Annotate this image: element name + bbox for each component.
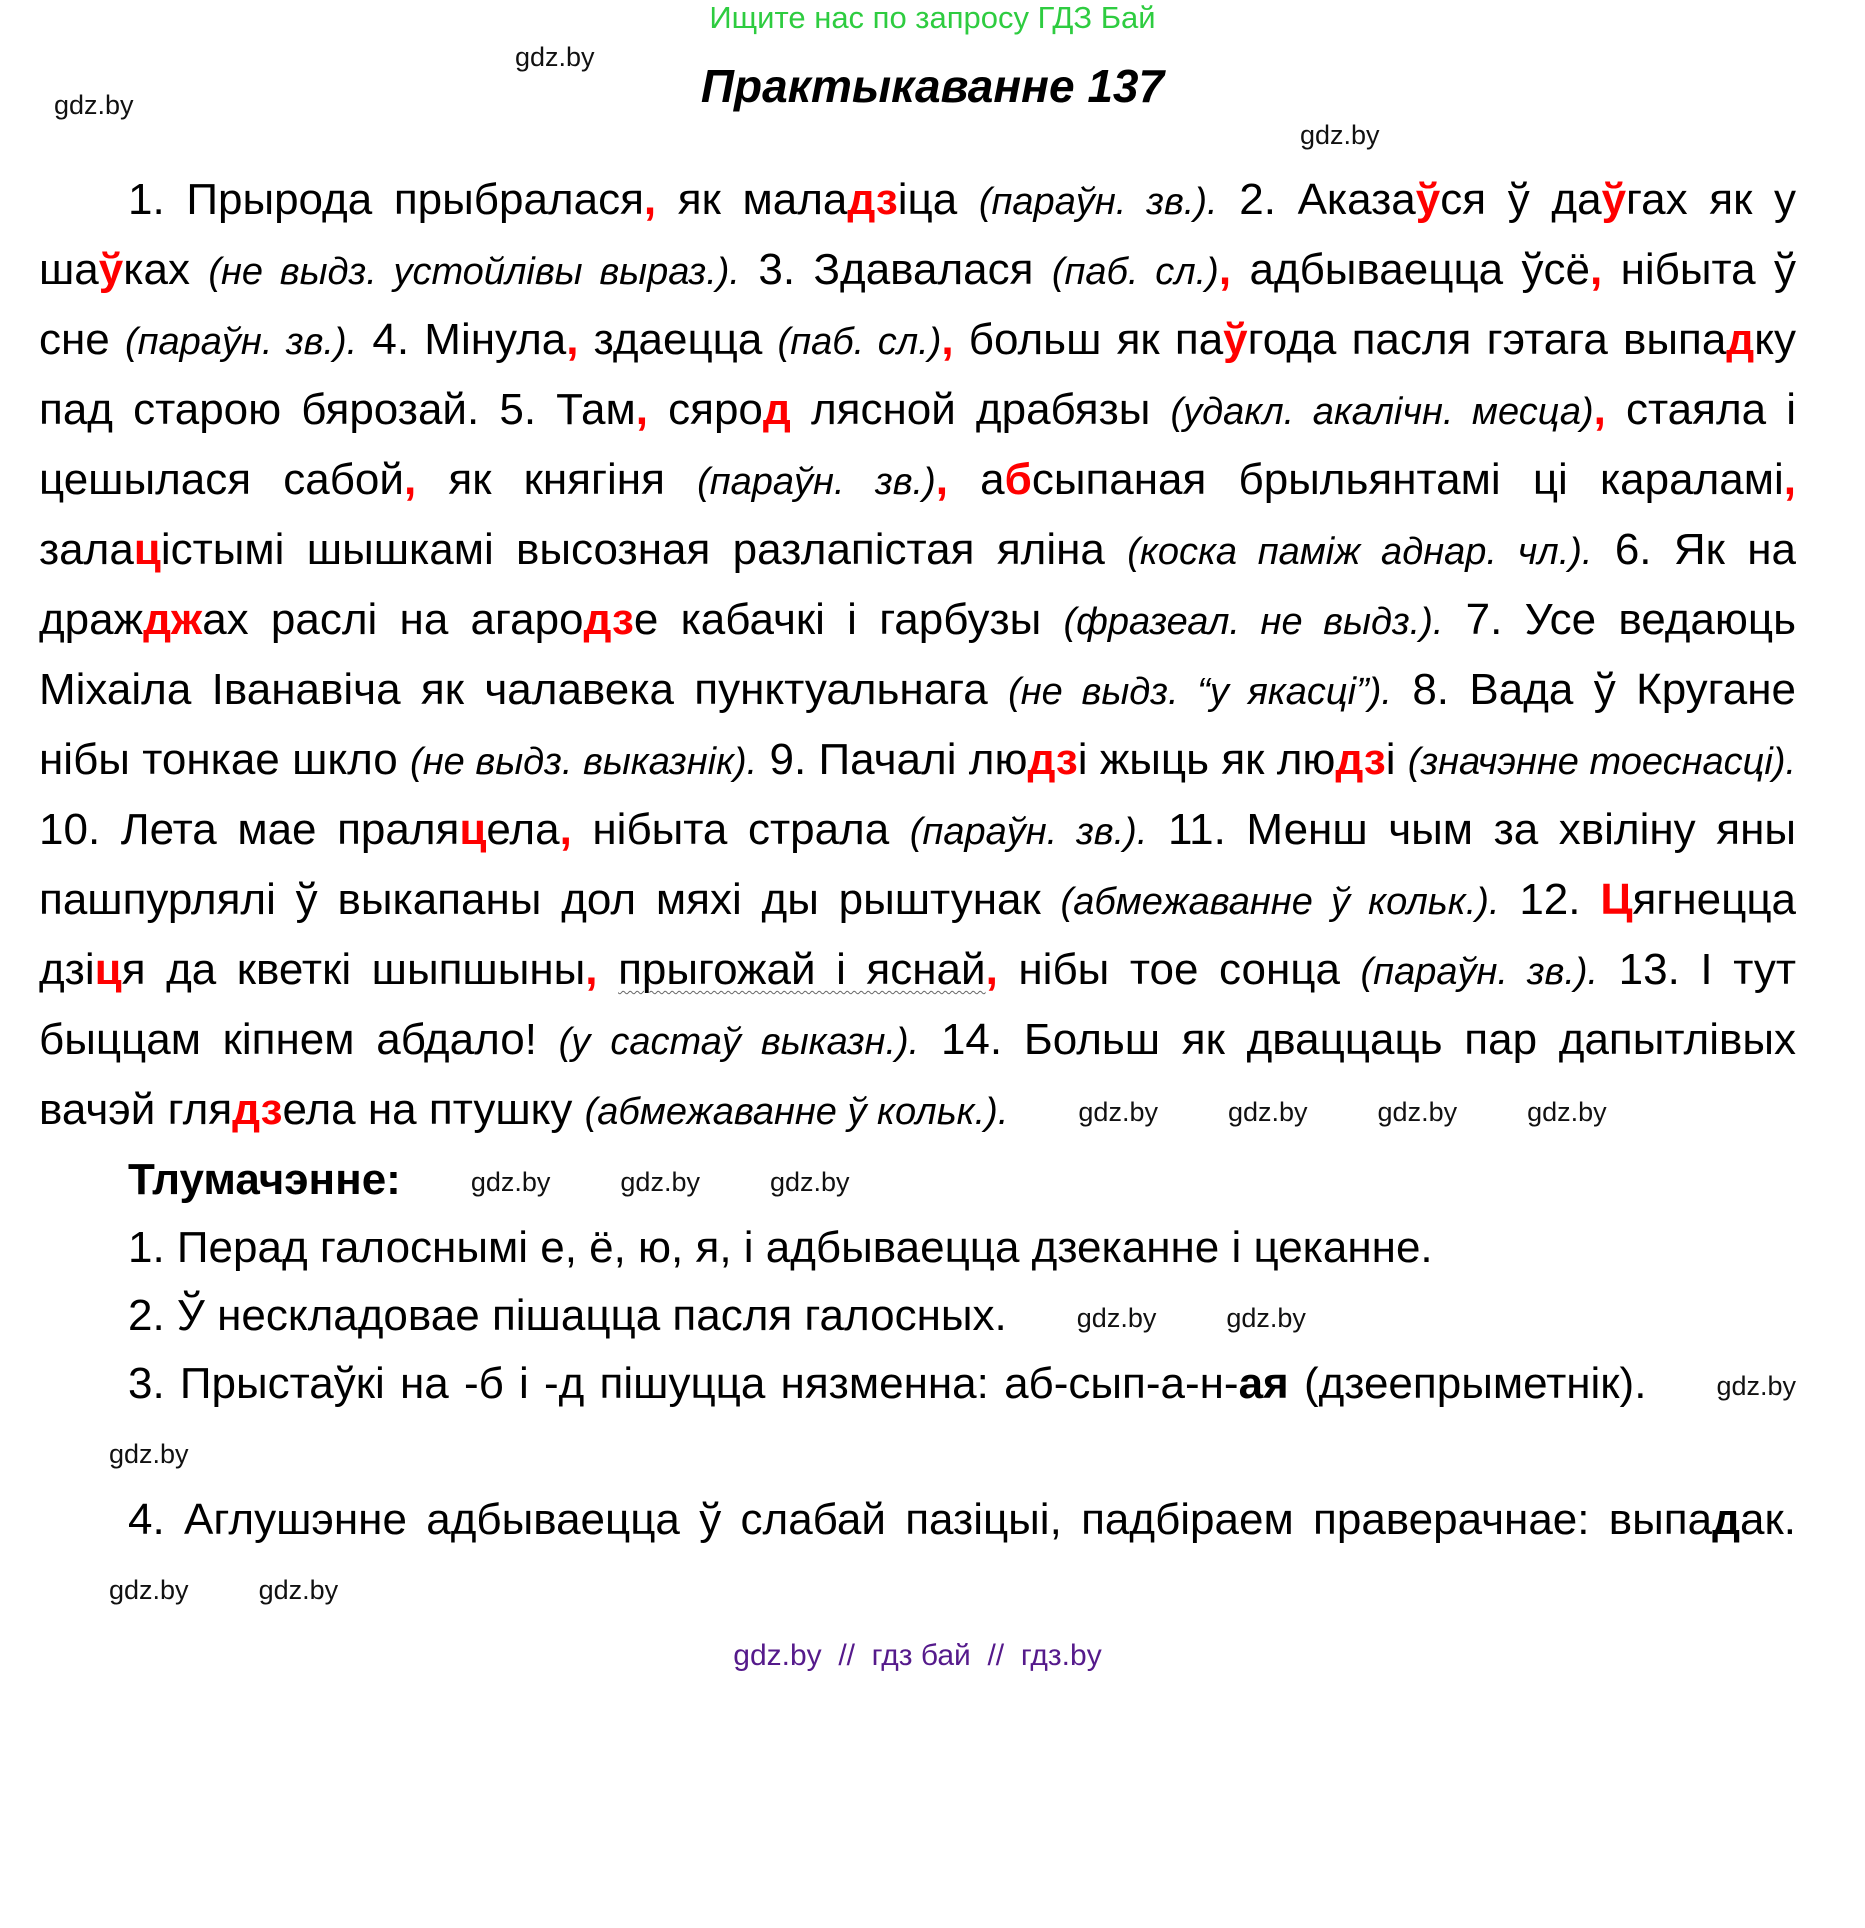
text-segment: 10. Лета мае праля xyxy=(39,805,460,854)
text-segment: нібыта страла xyxy=(571,805,910,854)
text-segment: а xyxy=(947,455,1005,504)
explanation-heading xyxy=(39,1146,1796,1214)
text-segment: я да кветкі шыпшыны xyxy=(121,945,586,994)
watermark: gdz.by xyxy=(470,1167,551,1198)
text-segment: 7. Усе ведаюць Міхаіла Іванавіча як чалавека пунктуальнага xyxy=(39,595,1796,714)
text-segment: больш як па xyxy=(953,315,1224,364)
highlighted-letter: д xyxy=(762,385,791,434)
text-segment: сыпаная брыльянтамі ці караламі xyxy=(1031,455,1784,504)
highlighted-letter: дз xyxy=(232,1085,283,1134)
text-segment: ку пад старою бярозай. 5. Там xyxy=(39,315,1796,434)
watermark: gdz.by xyxy=(1078,1097,1158,1128)
text-segment: нібы тое сонца xyxy=(997,945,1361,994)
highlighted-letter: ў xyxy=(98,245,124,294)
watermark: gdz.by xyxy=(620,1167,700,1198)
footer-links: gdz.by // гдз бай // гдз.by xyxy=(733,1639,1102,1672)
highlighted-letter: дж xyxy=(143,595,203,644)
highlighted-letter: , xyxy=(566,315,579,364)
text-segment: і xyxy=(1385,735,1408,784)
search-banner: Ищите нас по запросу ГДЗ Бай xyxy=(709,0,1156,35)
highlighted-letter: , xyxy=(635,385,649,434)
grammar-note: (параўн. зв.). xyxy=(1360,951,1599,993)
grammar-note: (параўн. зв.) xyxy=(697,461,936,503)
highlighted-letter: , xyxy=(585,945,598,994)
highlighted-letter: , xyxy=(1783,455,1796,504)
item-text: 3. Прыстаўкі на -б і -д пішуцца нязменна: аб-сып-а-н- xyxy=(128,1359,1239,1408)
grammar-note: (не выдз. выказнік). xyxy=(410,741,758,783)
text-segment: зала xyxy=(39,525,134,574)
highlighted-letter: , xyxy=(985,945,998,994)
highlighted-letter: ў xyxy=(1223,315,1248,364)
text-segment: здаецца xyxy=(578,315,778,364)
item-text: (дзеепрыметнік). xyxy=(1288,1359,1647,1408)
watermark: gdz.by xyxy=(109,1439,189,1470)
explanation-item xyxy=(39,1214,1796,1282)
watermark: gdz.by xyxy=(1300,120,1380,150)
text-segment: гах як у ша xyxy=(39,175,1796,294)
grammar-note: (параўн. зв.). xyxy=(909,811,1148,853)
watermark: gdz.by xyxy=(54,90,134,120)
text-segment: і жыць як лю xyxy=(1077,735,1336,784)
explanation-section xyxy=(39,1146,1796,1622)
text-segment: е кабачкі і гарбузы xyxy=(633,595,1064,644)
ending-highlight: ая xyxy=(1238,1359,1289,1408)
item-text: 2. Ў нескладовае пішацца пасля галосных. xyxy=(128,1291,1007,1340)
grammar-note: (у састаў выказн.). xyxy=(558,1021,920,1063)
watermark: gdz.by xyxy=(1527,1097,1607,1128)
text-segment: нібыта ў сне xyxy=(39,245,1796,364)
highlighted-letter: , xyxy=(935,455,948,504)
watermark: gdz.by xyxy=(1377,1097,1458,1128)
highlighted-letter: , xyxy=(559,805,572,854)
highlighted-letter: , xyxy=(941,315,954,364)
text-segment: года пасля гэтага выпа xyxy=(1247,315,1727,364)
explanation-item xyxy=(39,1350,1796,1486)
highlighted-letter: ц xyxy=(133,525,161,574)
watermark: gdz.by xyxy=(1226,1303,1306,1334)
text-segment: ела xyxy=(486,805,560,854)
highlighted-letter: , xyxy=(403,455,417,504)
grammar-note: (фразеал. не выдз.). xyxy=(1063,601,1444,643)
exercise-text xyxy=(39,166,1796,1146)
text-segment: 6. Як на драж xyxy=(39,525,1797,644)
highlighted-letter: б xyxy=(1004,455,1032,504)
highlighted-letter: , xyxy=(643,175,657,224)
grammar-note: (не выдз. “у якасці”). xyxy=(1008,671,1392,713)
text-segment: сяро xyxy=(648,385,763,434)
grammar-note: (коска паміж аднар. чл.). xyxy=(1127,531,1593,573)
grammar-note: (абмежаванне ў кольк.). xyxy=(1060,881,1500,923)
highlighted-letter: дз xyxy=(1027,735,1078,784)
text-segment: ягнецца дзі xyxy=(39,875,1796,994)
letter-highlight: д xyxy=(1712,1495,1741,1544)
text-segment: лясной драбязы xyxy=(790,385,1171,434)
text-segment: іца xyxy=(897,175,979,224)
grammar-note: (параўн. зв.). xyxy=(978,181,1218,223)
highlighted-letter: Ц xyxy=(1600,875,1633,924)
highlighted-letter: дз xyxy=(847,175,898,224)
text-segment: 9. Пачалі лю xyxy=(757,735,1028,784)
text-segment: адбываецца ўсё xyxy=(1231,245,1590,294)
page-title: Практыкаванне 137 xyxy=(700,60,1165,112)
highlighted-letter: , xyxy=(1593,385,1606,434)
text-segment: стаяла і цешылася сабой xyxy=(39,385,1796,504)
text-segment: ся ў да xyxy=(1440,175,1602,224)
explanation-item xyxy=(39,1282,1796,1350)
grammar-note: (абмежаванне ў кольк.). xyxy=(584,1091,1009,1133)
highlighted-letter: дз xyxy=(1335,735,1386,784)
watermark: gdz.by xyxy=(1227,1097,1308,1128)
explanation-item xyxy=(39,1486,1796,1622)
highlighted-letter: д xyxy=(1726,315,1755,364)
grammar-note: (паб. сл.) xyxy=(1051,251,1219,293)
grammar-note: (паб. сл.) xyxy=(777,321,942,363)
watermark: gdz.by xyxy=(1716,1371,1796,1402)
watermark: gdz.by xyxy=(1076,1303,1157,1334)
grammar-note: (удакл. акалічн. месца) xyxy=(1170,391,1594,433)
text-segment: 14. Больш як дваццаць пар дапытлівых вачэй гля xyxy=(39,1015,1797,1134)
text-segment: 8. Вада ў Кругане нібы тонкае шкло xyxy=(39,665,1796,784)
highlighted-letter: , xyxy=(1589,245,1603,294)
text-segment: ах раслі на агаро xyxy=(202,595,584,644)
text-segment: як княгіня xyxy=(416,455,698,504)
highlighted-letter: дз xyxy=(583,595,634,644)
watermark: gdz.by xyxy=(769,1167,850,1198)
text-segment: 1. Прырода прыбралася xyxy=(128,175,644,224)
content-flow xyxy=(39,166,1796,1676)
watermark: gdz.by xyxy=(109,1575,189,1606)
highlighted-letter: ў xyxy=(1415,175,1441,224)
heading-text: Тлумачэнне: xyxy=(128,1155,401,1204)
item-text: 4. Аглушэнне адбываецца ў слабай пазіцыі, падбіраем праверачнае: выпа xyxy=(128,1495,1713,1544)
text-segment: 12. xyxy=(1499,875,1601,924)
text-segment xyxy=(598,945,619,994)
watermark: gdz.by xyxy=(515,42,595,72)
text-segment: 13. І тут быццам кіпнем абдало! xyxy=(39,945,1796,1064)
text-segment: ела на птушку xyxy=(282,1085,585,1134)
grammar-note: (параўн. зв.). xyxy=(124,321,358,363)
highlighted-letter: ў xyxy=(1601,175,1627,224)
text-segment: 4. Мінула xyxy=(357,315,567,364)
underlined-phrase: прыгожай і яснай xyxy=(618,945,986,994)
text-segment: істымі шышкамі высозная разлапістая яліна xyxy=(160,525,1128,574)
text-segment: 11. Менш чым за хвіліну яны пашпурлялі ў выкапаны дол мяхі ды рыштунак xyxy=(39,805,1797,924)
text-segment: як мала xyxy=(656,175,848,224)
item-text: 1. Перад галоснымі е, ё, ю, я, і адбываецца дзеканне і цеканне. xyxy=(128,1223,1433,1272)
highlighted-letter: , xyxy=(1218,245,1232,294)
item-text: ак. xyxy=(1740,1495,1796,1544)
text-segment: 3. Здавалася xyxy=(740,245,1052,294)
watermark: gdz.by xyxy=(258,1575,339,1606)
grammar-note: (не выдз. устойлівы выраз.). xyxy=(208,251,740,293)
highlighted-letter: ц xyxy=(94,945,122,994)
highlighted-letter: ц xyxy=(459,805,487,854)
grammar-note: (значэнне тоеснасці). xyxy=(1407,741,1797,783)
text-segment: 2. Аказа xyxy=(1217,175,1416,224)
text-segment: ках xyxy=(123,245,209,294)
